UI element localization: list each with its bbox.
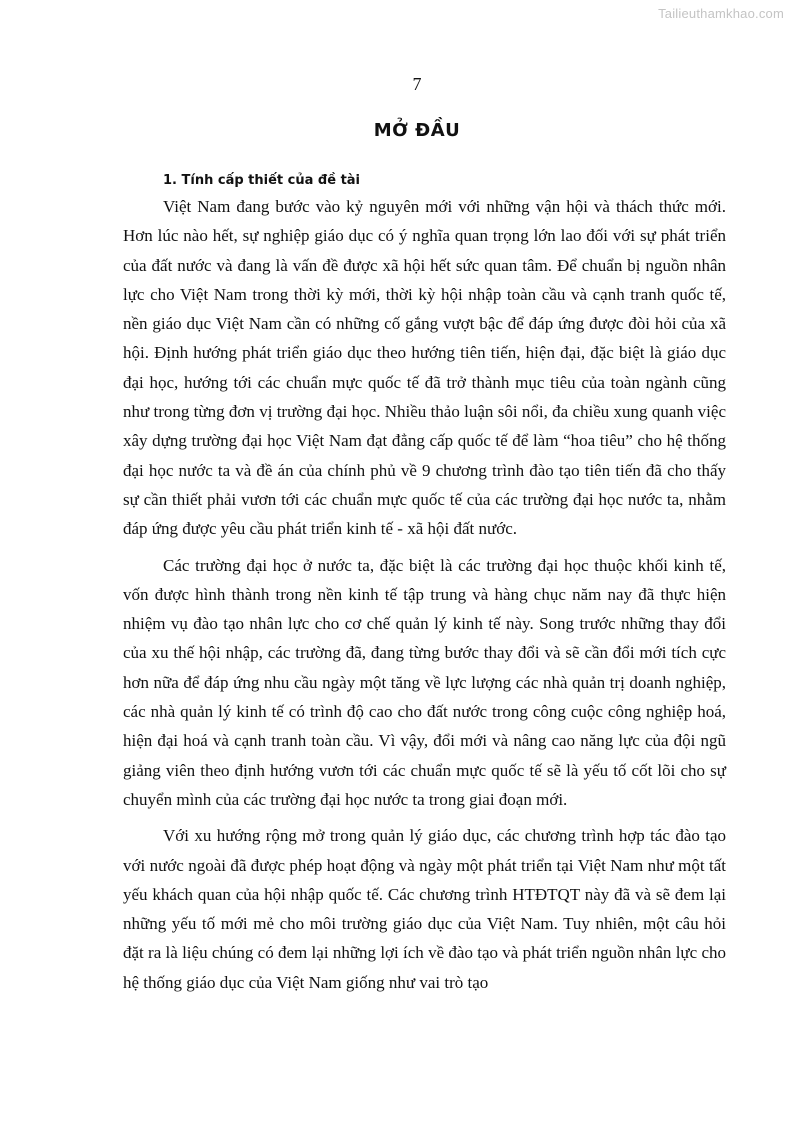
- paragraph: Với xu hướng rộng mở trong quản lý giáo dục, các chương trình hợp tác đào tạo với nước ngoài đã được phép hoạt động và ngày một phát triển tại Việt Nam như một tất yếu khách quan của hội nhập quốc tế. Các chương trình HTĐTQT này đã và sẽ đem lại những yếu tố mới mẻ cho môi trường giáo dục của Việt Nam. Tuy nhiên, một câu hỏi đặt ra là liệu chúng có đem lại những lợi ích về đào tạo và phát triển nguồn nhân lực cho hệ thống giáo dục của Việt Nam giống như vai trò tạo: [123, 826, 726, 992]
- watermark: Tailieuthamkhao.com: [658, 6, 784, 21]
- page-title: MỞ ĐẦU: [373, 120, 461, 141]
- paragraph: Các trường đại học ở nước ta, đặc biệt là các trường đại học thuộc khối kinh tế, vốn được hình thành trong nền kinh tế tập trung và hàng chục năm nay đã thực hiện nhiệm vụ đào tạo nhân lực cho cơ chế quản lý kinh tế này. Song trước những thay đổi của xu thế hội nhập, các trường đã, đang từng bước thay đổi và sẽ cần đổi mới tích cực hơn nữa để đáp ứng nhu cầu ngày một tăng về lực lượng các nhà quản trị doanh nghiệp, các nhà quản lý kinh tế có trình độ cao cho đất nước trong công cuộc công nghiệp hoá, hiện đại hoá và cạnh tranh toàn cầu. Vì vậy, đổi mới và nâng cao năng lực của đội ngũ giảng viên theo định hướng vươn tới các chuẩn mực quốc tế sẽ là yếu tố cốt lõi cho sự chuyển mình của các trường đại học nước ta trong giai đoạn mới.: [123, 555, 726, 809]
- page-number: 7: [412, 74, 422, 94]
- paragraph: Việt Nam đang bước vào kỷ nguyên mới với những vận hội và thách thức mới. Hơn lúc nào hết, sự nghiệp giáo dục có ý nghĩa quan trọng lớn lao đối với sự phát triển của đất nước và đang là vấn đề được xã hội hết sức quan tâm. Để chuẩn bị nguồn nhân lực cho Việt Nam trong thời kỳ mới, thời kỳ hội nhập toàn cầu và cạnh tranh quốc tế, nền giáo dục Việt Nam cần có những cố gắng vượt bậc để đáp ứng được đòi hỏi của xã hội. Định hướng phát triển giáo dục theo hướng tiên tiến, hiện đại, đặc biệt là giáo dục đại học, hướng tới các chuẩn mực quốc tế đã trở thành mục tiêu của toàn ngành cũng như trong từng đơn vị trường đại học. Nhiều thảo luận sôi nổi, đa chiều xung quanh việc xây dựng trường đại học Việt Nam đạt đẳng cấp quốc tế để làm “hoa tiêu” cho hệ thống đại học nước ta và đề án của chính phủ về 9 chương trình đào tạo tiên tiến đã cho thấy sự cần thiết phải vươn tới các chuẩn mực quốc tế của các trường đại học nước ta, nhằm đáp ứng được yêu cầu phát triển kinh tế - xã hội đất nước.: [123, 197, 726, 539]
- section-heading: 1. Tính cấp thiết của đề tài: [163, 173, 361, 188]
- body-text: [123, 192, 726, 997]
